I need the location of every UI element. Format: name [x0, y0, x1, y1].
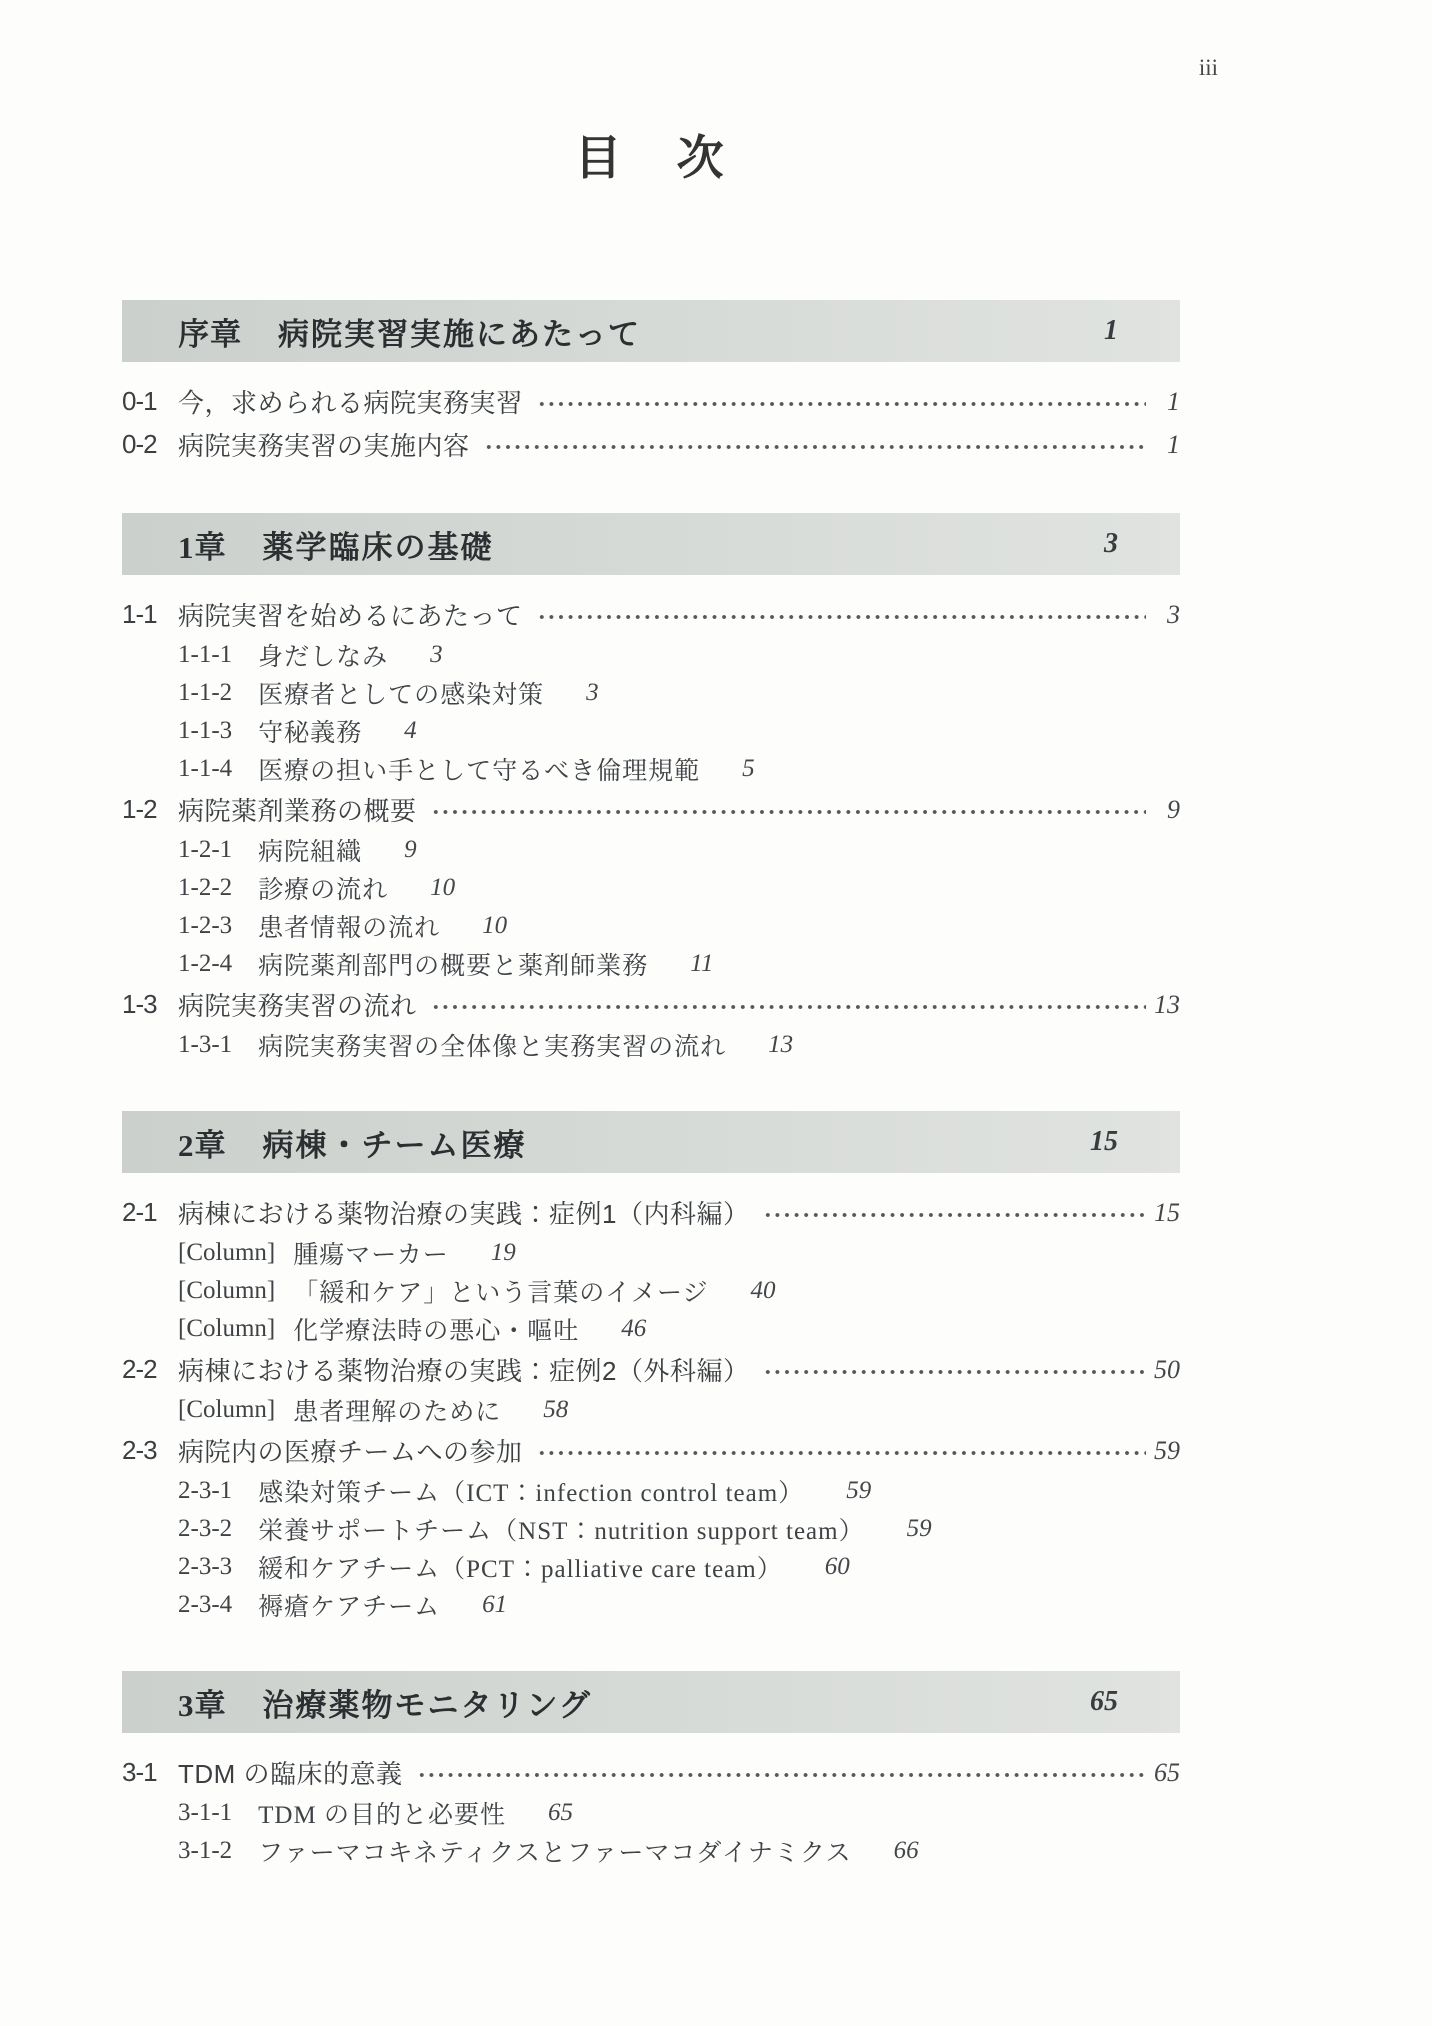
toc-content	[122, 128, 1180, 1870]
chapter-title: 治療薬物モニタリング	[262, 1687, 592, 1723]
chapter-page-number: 15	[1090, 1126, 1118, 1157]
chapter-header-bar	[122, 1111, 1180, 1173]
entry-page-number: 11	[690, 950, 714, 977]
entry-number: 1-1-4	[178, 755, 233, 782]
entry-page-number: 1	[1167, 386, 1180, 416]
toc-entry	[122, 1751, 1180, 1794]
chapter-entries	[122, 362, 1180, 466]
entry-title: 今，求められる病院実務実習	[178, 388, 523, 418]
entry-page-number: 1	[1167, 429, 1180, 459]
chapter-header-bar	[122, 1671, 1180, 1733]
entry-number: [Column]	[178, 1396, 276, 1423]
entry-number: 1-1	[122, 599, 157, 629]
toc-entry	[122, 423, 1180, 466]
entry-page-number: 60	[824, 1553, 850, 1580]
toc-subentry	[122, 1472, 1180, 1510]
entry-number: 1-3	[122, 989, 157, 1019]
chapter-title: 病院実習実施にあたって	[278, 316, 641, 352]
entry-title: 病院実習を始めるにあたって	[178, 601, 523, 631]
entry-title: 「緩和ケア」という言葉のイメージ	[293, 1280, 709, 1307]
entry-number: 1-1-3	[178, 717, 233, 744]
toc-subentry	[122, 1026, 1180, 1064]
chapter-page-number: 1	[1104, 315, 1118, 346]
entry-title: 医療の担い手として守るべき倫理規範	[258, 758, 701, 785]
entry-number: 2-3-4	[178, 1591, 233, 1618]
dot-leader	[537, 612, 1146, 622]
entry-page-number: 19	[490, 1239, 516, 1266]
entry-number: 0-2	[122, 429, 157, 459]
entry-title: 感染対策チーム（ICT：infection control team）	[258, 1480, 805, 1507]
toc-subentry	[122, 907, 1180, 945]
dot-leader	[763, 1210, 1146, 1220]
toc-entry	[122, 788, 1180, 831]
toc-column-entry	[122, 1272, 1180, 1310]
entry-page-number: 13	[768, 1031, 794, 1058]
entry-title: ファーマコキネティクスとファーマコダイナミクス	[258, 1840, 852, 1867]
chapter-number-label: 序章	[178, 316, 242, 352]
chapter-title: 薬学臨床の基礎	[262, 529, 494, 565]
toc-column-entry	[122, 1310, 1180, 1348]
entry-number: 3-1-1	[178, 1799, 233, 1826]
entry-number: 2-2	[122, 1354, 157, 1384]
entry-page-number: 65	[547, 1799, 573, 1826]
entry-page-number: 40	[750, 1277, 776, 1304]
toc-subentry	[122, 674, 1180, 712]
entry-page-number: 9	[404, 836, 417, 863]
toc-entry	[122, 1429, 1180, 1472]
chapter-section	[122, 1671, 1180, 1870]
toc-subentry	[122, 750, 1180, 788]
entry-title: TDM の臨床的意義	[178, 1759, 403, 1789]
entry-number: 2-3	[122, 1435, 157, 1465]
toc-subentry	[122, 636, 1180, 674]
chapter-entries	[122, 1173, 1180, 1624]
entry-page-number: 3	[430, 641, 443, 668]
entry-number: 2-3-1	[178, 1477, 233, 1504]
entry-page-number: 10	[482, 912, 508, 939]
entry-page-number: 10	[430, 874, 456, 901]
entry-number: 1-2-2	[178, 874, 233, 901]
toc-subentry	[122, 712, 1180, 750]
entry-number: 1-2-3	[178, 912, 233, 939]
entry-number: 1-3-1	[178, 1031, 233, 1058]
toc-entry	[122, 1191, 1180, 1234]
chapter-section	[122, 1111, 1180, 1624]
entry-number: [Column]	[178, 1239, 276, 1266]
toc-subentry	[122, 1548, 1180, 1586]
entry-page-number: 50	[1154, 1354, 1180, 1384]
entry-number: 1-2-4	[178, 950, 233, 977]
toc-subentry	[122, 1832, 1180, 1870]
entry-title: 病院薬剤部門の概要と薬剤師業務	[258, 953, 649, 980]
entry-title: 病院内の医療チームへの参加	[178, 1437, 523, 1467]
entry-number: 2-3-3	[178, 1553, 233, 1580]
entry-title: 診療の流れ	[258, 877, 389, 904]
entry-title: 医療者としての感染対策	[258, 682, 545, 709]
entry-page-number: 66	[893, 1837, 919, 1864]
entry-title: 病院実務実習の実施内容	[178, 431, 470, 461]
entry-number: 2-3-2	[178, 1515, 233, 1542]
chapter-entries	[122, 1733, 1180, 1870]
dot-leader	[484, 442, 1146, 452]
entry-page-number: 15	[1154, 1197, 1180, 1227]
chapter-section	[122, 513, 1180, 1064]
entry-title: 腫瘍マーカー	[293, 1242, 449, 1269]
chapter-number-label: 3章	[178, 1687, 227, 1723]
toc-subentry	[122, 1586, 1180, 1624]
toc-entry	[122, 380, 1180, 423]
entry-number: 1-2	[122, 794, 157, 824]
entry-number: 1-1-2	[178, 679, 233, 706]
entry-title: 病院薬剤業務の概要	[178, 796, 417, 826]
entry-title: 身だしなみ	[258, 644, 389, 671]
entry-title: 病院実務実習の全体像と実務実習の流れ	[258, 1034, 727, 1061]
entry-page-number: 65	[1154, 1757, 1180, 1787]
toc-subentry	[122, 1510, 1180, 1548]
toc-entry	[122, 1348, 1180, 1391]
dot-leader	[537, 1448, 1146, 1458]
entry-number: 0-1	[122, 386, 157, 416]
dot-leader	[537, 399, 1146, 409]
entry-page-number: 59	[906, 1515, 932, 1542]
chapter-title: 病棟・チーム医療	[262, 1127, 527, 1163]
entry-page-number: 46	[621, 1315, 647, 1342]
dot-leader	[431, 807, 1146, 817]
dot-leader	[763, 1367, 1146, 1377]
entry-title: 守秘義務	[258, 720, 363, 747]
entry-title: 病院組織	[258, 839, 363, 866]
chapter-page-number: 65	[1090, 1686, 1118, 1717]
entry-title: 病棟における薬物治療の実践：症例2（外科編）	[178, 1356, 750, 1386]
entry-title: 栄養サポートチーム（NST：nutrition support team）	[258, 1518, 865, 1545]
chapter-section	[122, 300, 1180, 466]
page-title: 目 次	[574, 133, 728, 185]
dot-leader	[431, 1002, 1146, 1012]
entry-page-number: 4	[404, 717, 417, 744]
chapter-page-number: 3	[1104, 528, 1118, 559]
entry-page-number: 9	[1167, 794, 1180, 824]
entry-title: 患者情報の流れ	[258, 915, 441, 942]
entry-number: [Column]	[178, 1315, 276, 1342]
entry-number: 2-1	[122, 1197, 157, 1227]
entry-number: 3-1-2	[178, 1837, 233, 1864]
entry-number: 1-2-1	[178, 836, 233, 863]
entry-title: 褥瘡ケアチーム	[258, 1594, 441, 1621]
chapter-number-label: 2章	[178, 1127, 227, 1163]
entry-page-number: 13	[1154, 989, 1180, 1019]
toc-subentry	[122, 945, 1180, 983]
toc-entry	[122, 593, 1180, 636]
chapter-header-bar	[122, 513, 1180, 575]
entry-page-number: 5	[742, 755, 755, 782]
dot-leader	[417, 1770, 1146, 1780]
toc-column-entry	[122, 1391, 1180, 1429]
entry-number: 3-1	[122, 1757, 157, 1787]
toc-sections	[122, 300, 1180, 1870]
toc-subentry	[122, 831, 1180, 869]
entry-title: TDM の目的と必要性	[258, 1802, 506, 1829]
entry-page-number: 3	[586, 679, 599, 706]
chapter-entries	[122, 575, 1180, 1064]
entry-page-number: 59	[1154, 1435, 1180, 1465]
entry-number: 1-1-1	[178, 641, 233, 668]
chapter-number-label: 1章	[178, 529, 227, 565]
entry-page-number: 58	[543, 1396, 569, 1423]
entry-title: 病棟における薬物治療の実践：症例1（内科編）	[178, 1199, 750, 1229]
toc-subentry	[122, 869, 1180, 907]
toc-column-entry	[122, 1234, 1180, 1272]
entry-title: 化学療法時の悪心・嘔吐	[293, 1318, 580, 1345]
entry-page-number: 59	[846, 1477, 872, 1504]
toc-entry	[122, 983, 1180, 1026]
toc-subentry	[122, 1794, 1180, 1832]
entry-page-number: 61	[482, 1591, 508, 1618]
chapter-header-bar	[122, 300, 1180, 362]
folio-page-number: iii	[1198, 55, 1218, 80]
entry-title: 緩和ケアチーム（PCT：palliative care team）	[258, 1556, 783, 1583]
entry-page-number: 3	[1167, 599, 1180, 629]
entry-number: [Column]	[178, 1277, 276, 1304]
entry-title: 患者理解のために	[293, 1399, 502, 1426]
entry-title: 病院実務実習の流れ	[178, 991, 417, 1021]
